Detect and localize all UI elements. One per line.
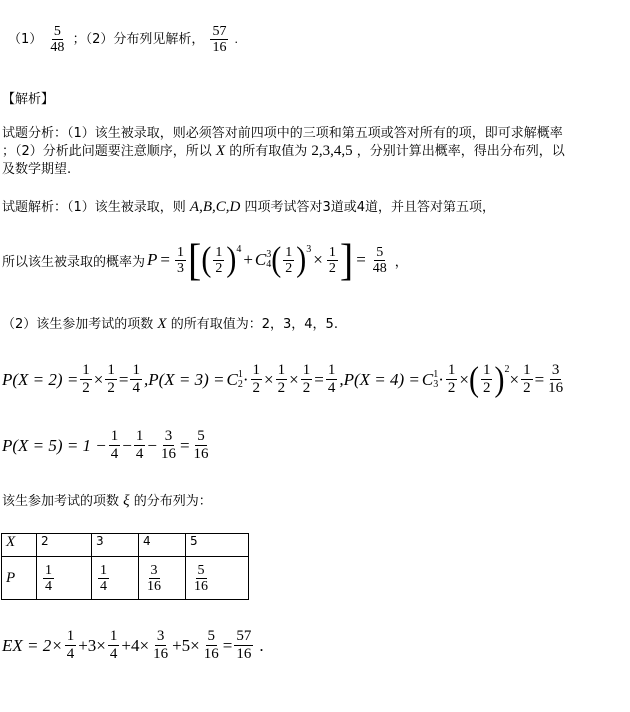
table-cell: $\frac{5}{16}$ — [186, 557, 249, 600]
table-cell: $\frac{1}{4}$ — [92, 557, 139, 600]
answer-line — [8, 24, 238, 55]
part1-fraction: $\frac{5}{48}$ — [50, 24, 65, 55]
table-row — [2, 557, 249, 600]
prob-x5: P(X = 5) = 1 − $\frac{1}{4}$ − $\frac{1}{4}$ − $\frac{3}{16}$ = $\frac{5}{16}$ — [2, 428, 209, 462]
distribution-table — [1, 533, 249, 600]
solution-intro: 试题解析：（1）该生被录取，则 A,B,C,D 四项考试答对3道或4道，并且答对第五项， — [2, 199, 496, 215]
part1-label: （1） — [8, 32, 43, 47]
analysis-line-2: ；（2）分析此问题要注意顺序，所以 X 的所有取值为 2,3,4,5 ，分别计算出概率，得出分布列，以 — [2, 143, 565, 159]
analysis-header: 【解析】 — [2, 92, 55, 107]
table-cell: 2 — [37, 534, 92, 557]
admission-probability: 所以该生被录取的概率为 P = $\frac{1}{3}$ [ ( $\frac{1}{2}$ ) $^4$ + C 3 4 ( $\frac{1}{2}$ ) $^3$ × $\frac{1}{2}$ ] = $\frac{5}{48}$ ， — [2, 234, 408, 285]
part2-values: （2）该生参加考试的项数 X 的所有取值为：2，3，4，5. — [2, 316, 338, 332]
table-cell: $\frac{3}{16}$ — [139, 557, 186, 600]
value-list: 2,3,4,5 — [311, 143, 353, 159]
table-header-row — [2, 534, 249, 557]
vars-abcd: A,B,C,D — [189, 199, 241, 215]
table-cell: P — [2, 557, 37, 600]
part2-fraction: $\frac{57}{16}$ — [212, 24, 227, 55]
table-cell: $\frac{1}{4}$ — [37, 557, 92, 600]
analysis-line-1: 试题分析：（1）该生被录取，则必须答对前四项中的三项和第五项或答对所有的项，即可求解概率 — [2, 126, 563, 141]
table-cell: X — [2, 534, 37, 557]
analysis-line-3: 及数学期望. — [2, 162, 72, 177]
table-cell: 3 — [92, 534, 139, 557]
answer-separator: ；（2）分布列见解析， — [72, 32, 205, 47]
table-cell: 4 — [139, 534, 186, 557]
table-cell: 5 — [186, 534, 249, 557]
var-x: X — [215, 143, 226, 159]
prob-x2-x3-x4: P(X = 2) = $\frac{1}{2}$ × $\frac{1}{2}$ = $\frac{1}{4}$ ,P(X = 3) = C 1 2 · $\frac{1}{2}$ × $\frac{1}{2}$ × $\frac{1}{2}$ = $\frac{1}{4}$ ,P(X = 4) = C 1 3 · $\frac{1}{2}$ × ( $\frac{1}{2}$ ) $^2$ × $\frac{1}{2}$ = $\frac{3}{16}$ — [2, 359, 564, 398]
expectation-formula: EX = 2× $\frac{1}{4}$ +3× $\frac{1}{4}$ +4× $\frac{3}{16}$ +5× $\frac{5}{16}$ = $\frac{57}{16}$ . — [2, 628, 264, 662]
distribution-intro: 该生参加考试的项数 ξ 的分布列为： — [2, 493, 212, 509]
answer-end: . — [234, 31, 238, 46]
